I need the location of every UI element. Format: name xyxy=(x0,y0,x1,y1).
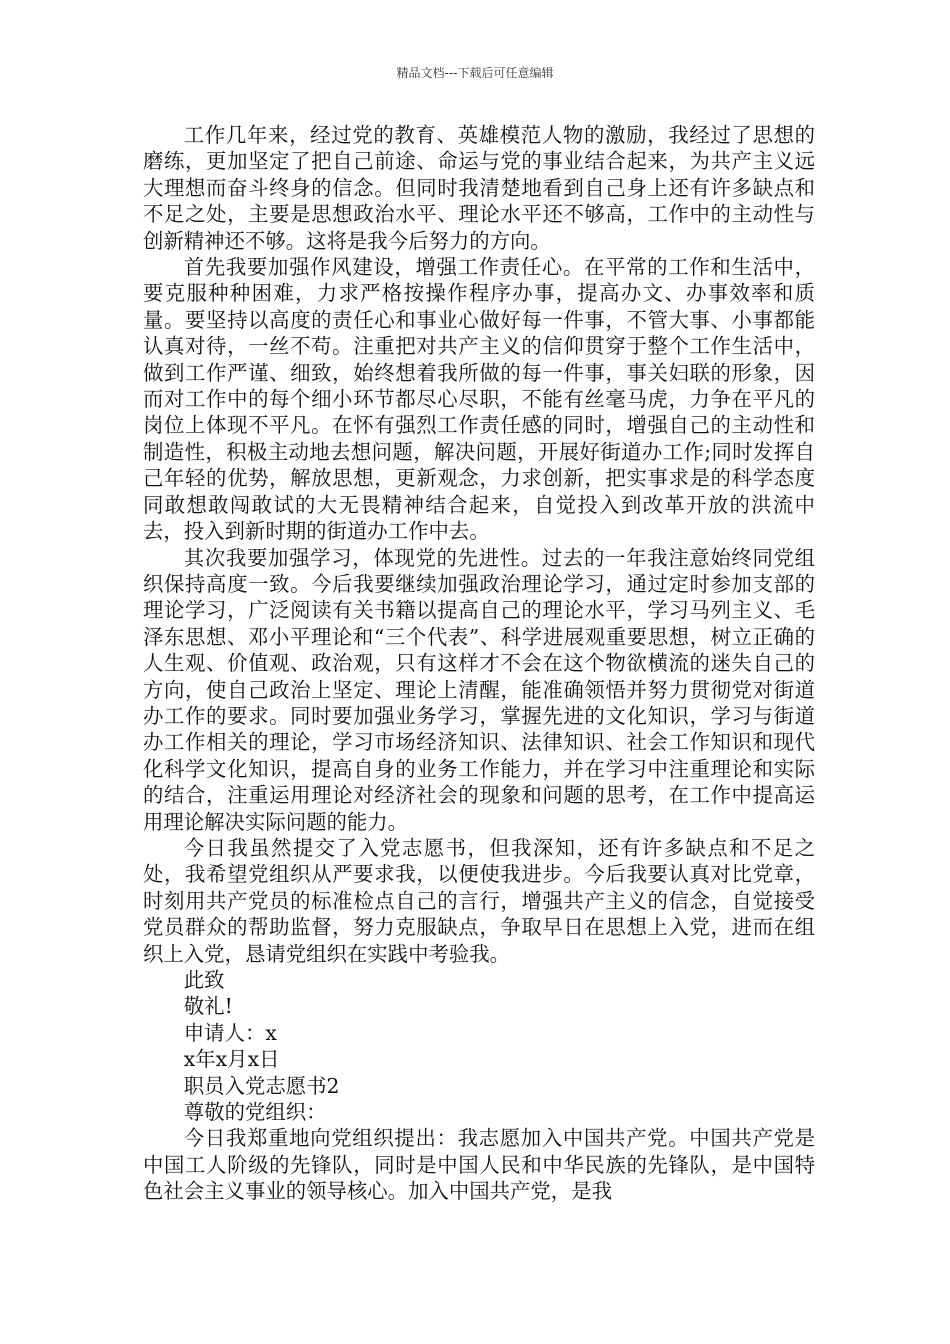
paragraph-4: 今日我虽然提交了入党志愿书，但我深知，还有许多缺点和不足之处，我希望党组织从严要求我，以便使我进步。今后我要认真对比党章，时刻用共产党员的标准检点自己的言行，增强共产主义的信念，自觉接受党员群众的帮助监督，努力克服缺点，争取早日在思想上入党，进而在组织上入党，恳请党组织在实践中考验我。 xyxy=(143,835,815,966)
section-title: 职员入党志愿书2 xyxy=(183,1073,340,1098)
closing-line-2: 敬礼! xyxy=(183,994,233,1019)
page-header: 精品文档---下载后可任意编辑 xyxy=(396,66,554,80)
closing-line-1: 此致 xyxy=(183,968,225,992)
paragraph-1: 工作几年来，经过党的教育、英雄模范人物的激励，我经过了思想的磨练，更加坚定了把自己前途、命运与党的事业结合起来，为共产主义远大理想而奋斗终身的信念。但同时我清楚地看到自己身上还有许多缺点和不足之处，主要是思想政治水平、理论水平还不够高，工作中的主动性与创新精神还不够。这将是我今后努力的方向。 xyxy=(143,123,815,253)
applicant-line: 申请人：x xyxy=(183,1020,277,1045)
paragraph-3: 其次我要加强学习，体现党的先进性。过去的一年我注意始终同党组织保持高度一致。今后我要继续加强政治理论学习，通过定时参加支部的理论学习，广泛阅读有关书籍以提高自己的理论水平，学习马列主义、毛泽东思想、邓小平理论和“三个代表”、科学进展观重要思想，树立正确的人生观、价值观、政治观，只有这样才不会在这个物欲横流的迷失自己的方向，使自己政治上坚定、理论上清醒，能准确领悟并努力贯彻党对街道办工作的要求。同时要加强业务学习，掌握先进的文化知识，学习与街道办工作相关的理论，学习市场经济知识、法律知识、社会工作知识和现代化科学文化知识，提高自身的业务工作能力，并在学习中注重理论和实际的结合，注重运用理论对经济社会的现象和问题的思考，在工作中提高运用理论解决实际问题的能力。 xyxy=(143,545,815,834)
paragraph-5: 今日我郑重地向党组织提出：我志愿加入中国共产党。中国共产党是中国工人阶级的先锋队，同时是中国人民和中华民族的先锋队，是中国特色社会主义事业的领导核心。加入中国共产党，是我 xyxy=(143,1126,815,1204)
document-body xyxy=(143,122,815,1205)
paragraph-2: 首先我要加强作风建设，增强工作责任心。在平常的工作和生活中，要克服种种困难，力求严格按操作程序办事，提高办文、办事效率和质量。要坚持以高度的责任心和事业心做好每一件事，不管大事、小事都能认真对待，一丝不苟。注重把对共产主义的信仰贯穿于整个工作生活中，做到工作严谨、细致，始终想着我所做的每一件事，事关妇联的形象，因而对工作中的每个细小环节都尽心尽职，不能有丝毫马虎，力争在平凡的岗位上体现不平凡。在怀有强烈工作责任感的同时，增强自己的主动性和制造性，积极主动地去想问题，解决问题，开展好街道办工作;同时发挥自己年轻的优势，解放思想，更新观念，力求创新，把实事求是的科学态度同敢想敢闯敢试的大无畏精神结合起来，自觉投入到改革开放的洪流中去，投入到新时期的街道办工作中去。 xyxy=(143,255,815,544)
date-line: x年x月x日 xyxy=(183,1047,280,1072)
greeting-line: 尊敬的党组织： xyxy=(183,1100,327,1125)
